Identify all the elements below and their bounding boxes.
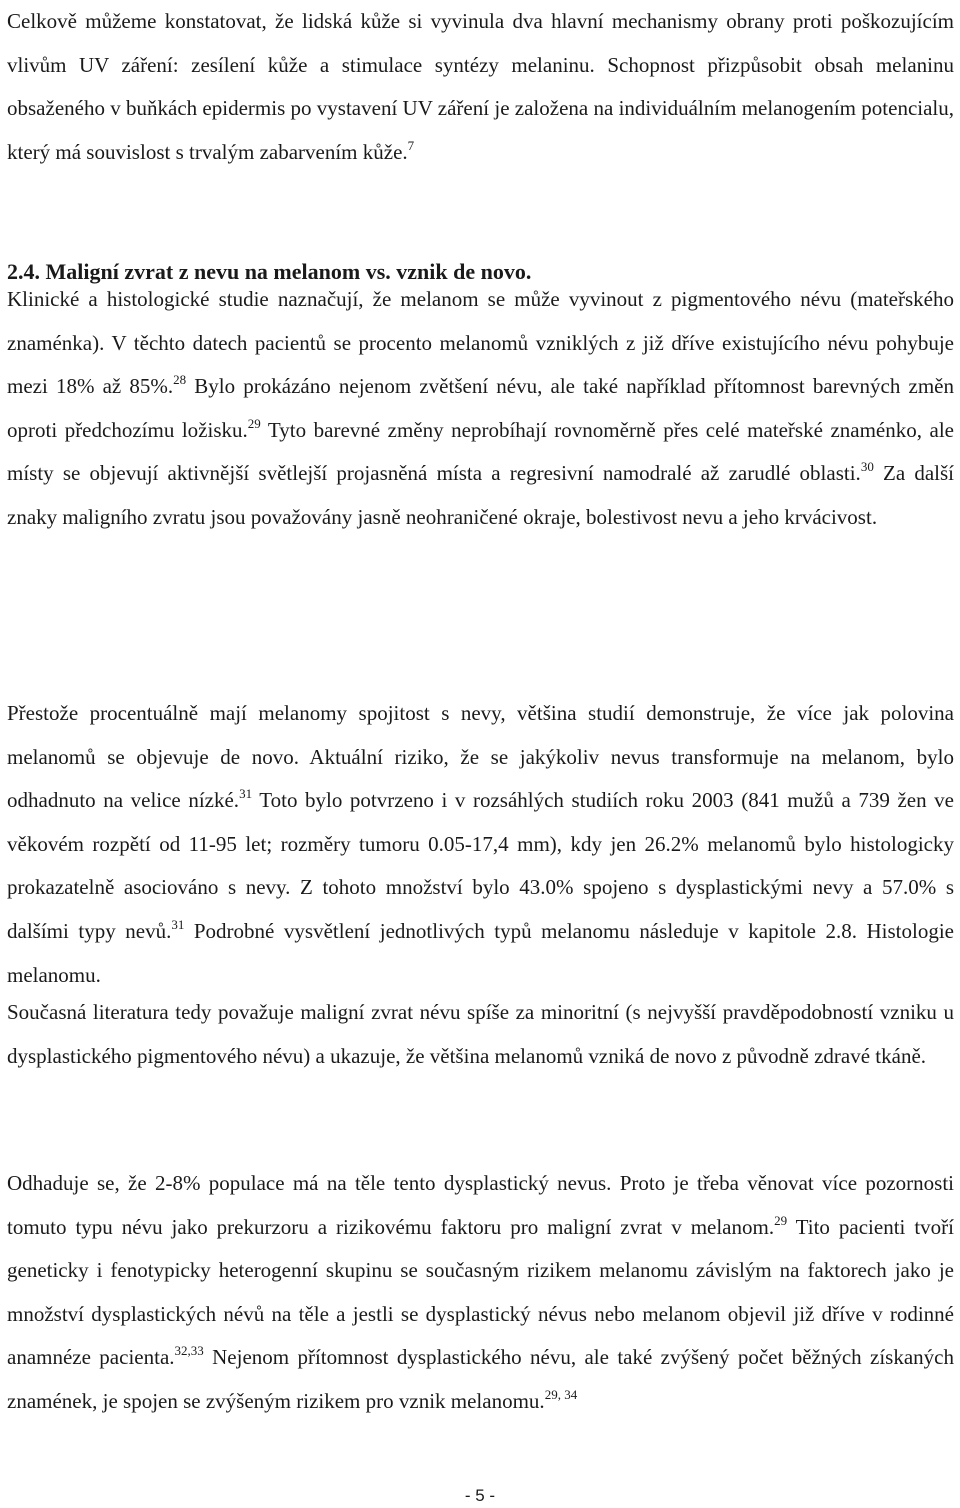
section-heading: 2.4. Maligní zvrat z nevu na melanom vs. vznik de novo. [7,259,532,284]
citation-ref: 29 [247,415,261,431]
paragraph-de-novo [7,692,954,997]
paragraph-text: Odhaduje se, že 2-8% populace má na těle tento dysplastický nevus. Proto je třeba věnovat více pozornosti tomuto typu névu jako prekurzoru a rizikovému faktoru pro maligní zvrat v melanom. [7,1171,954,1239]
page-number: - 5 - [464,1486,496,1505]
paragraph-clinical-studies [7,278,954,540]
paragraph-text: Klinické a histologické studie naznačují, že melanom se může vyvinout z pigmentového névu (mateřského znaménka). V těchto datech pacientů se procento melanomů vzniklých z již dříve existujícího névu pohybuje mezi 18% až 85%. [7,287,954,399]
paragraph-skin-defense [7,0,954,174]
citation-ref: 29 [774,1212,788,1228]
citation-ref: 31 [171,916,185,932]
paragraph-text: Nejenom přítomnost dysplastického névu, ale také zvýšený počet běžných získaných znamének, je spojen se zvýšeným rizikem pro vznik melanomu. [7,1345,954,1413]
paragraph-text: Toto bylo potvrzeno i v rozsáhlých studiích roku 2003 (841 mužů a 739 žen ve věkovém rozpětí od 11-95 let; rozměry tumoru 0.05-17,4 mm), kdy jen 26.2% melanomů bylo histologicky prokazatelně asociováno s nevy. Z tohoto množství bylo 43.0% spojeno s dysplastickými nevy a 57.0% s dalšími typy nevů. [7,788,954,943]
citation-ref: 7 [407,137,415,153]
paragraph-text: Současná literatura tedy považuje maligní zvrat névu spíše za minoritní (s nejvyšší pravděpodobností vzniku u dysplastického pigmentového névu) a ukazuje, že většina melanomů vzniká de novo z původně zdravé tkáně. [7,1000,954,1068]
paragraph-literature [7,991,954,1078]
paragraph-text: Podrobné vysvětlení jednotlivých typů melanomu následuje v kapitole 2.8. Histologie melanomu. [7,918,954,987]
paragraph-text: Přestože procentuálně mají melanomy spojitost s nevy, většina studií demonstruje, že více jak polovina melanomů se objevuje de novo. Aktuální riziko, že se jakýkoliv nevus transformuje na melanom, bylo odhadnuto na velice nízké. [7,701,954,813]
paragraph-dysplastic-nevus [7,1162,954,1424]
citation-ref: 32,33 [174,1343,204,1359]
paragraph-text: Celkově můžeme konstatovat, že lidská kůže si vyvinula dva hlavní mechanismy obrany proti poškozujícím vlivům UV záření: zesílení kůže a stimulace syntézy melaninu. Schopnost přizpůsobit obsah melaninu obsaženého v buňkách epidermis po vystavení UV záření je založena na individuálním melanogením potencialu, který má souvislost s trvalým zabarvením kůže. [7,9,954,164]
paragraph-text: Tito pacienti tvoří geneticky i fenotypicky heterogenní skupinu se současným rizikem melanomu závislým na faktorech jako je množství dysplastických névů na těle a jestli se dysplastický névus nebo melanom objevil již dříve v rodinné anamnéze pacienta. [7,1214,954,1370]
citation-ref: 30 [860,459,874,475]
paragraph-text: Tyto barevné změny neprobíhají rovnoměrně přes celé mateřské znaménko, ale místy se objevují aktivnější světlejší projasněná místa a regresivní namodralé až zarudlé oblasti. [7,417,955,486]
paragraph-text: Za další znaky maligního zvratu jsou považovány jasně neohraničené okraje, bolestivost nevu a jeho krvácivost. [7,461,955,529]
paragraph-text: Bylo prokázáno nejenom zvětšení névu, ale také například přítomnost barevných změn oproti předchozímu ložisku. [7,374,954,442]
citation-ref: 28 [173,372,187,388]
citation-ref: 29, 34 [544,1386,578,1402]
citation-ref: 31 [239,786,253,802]
